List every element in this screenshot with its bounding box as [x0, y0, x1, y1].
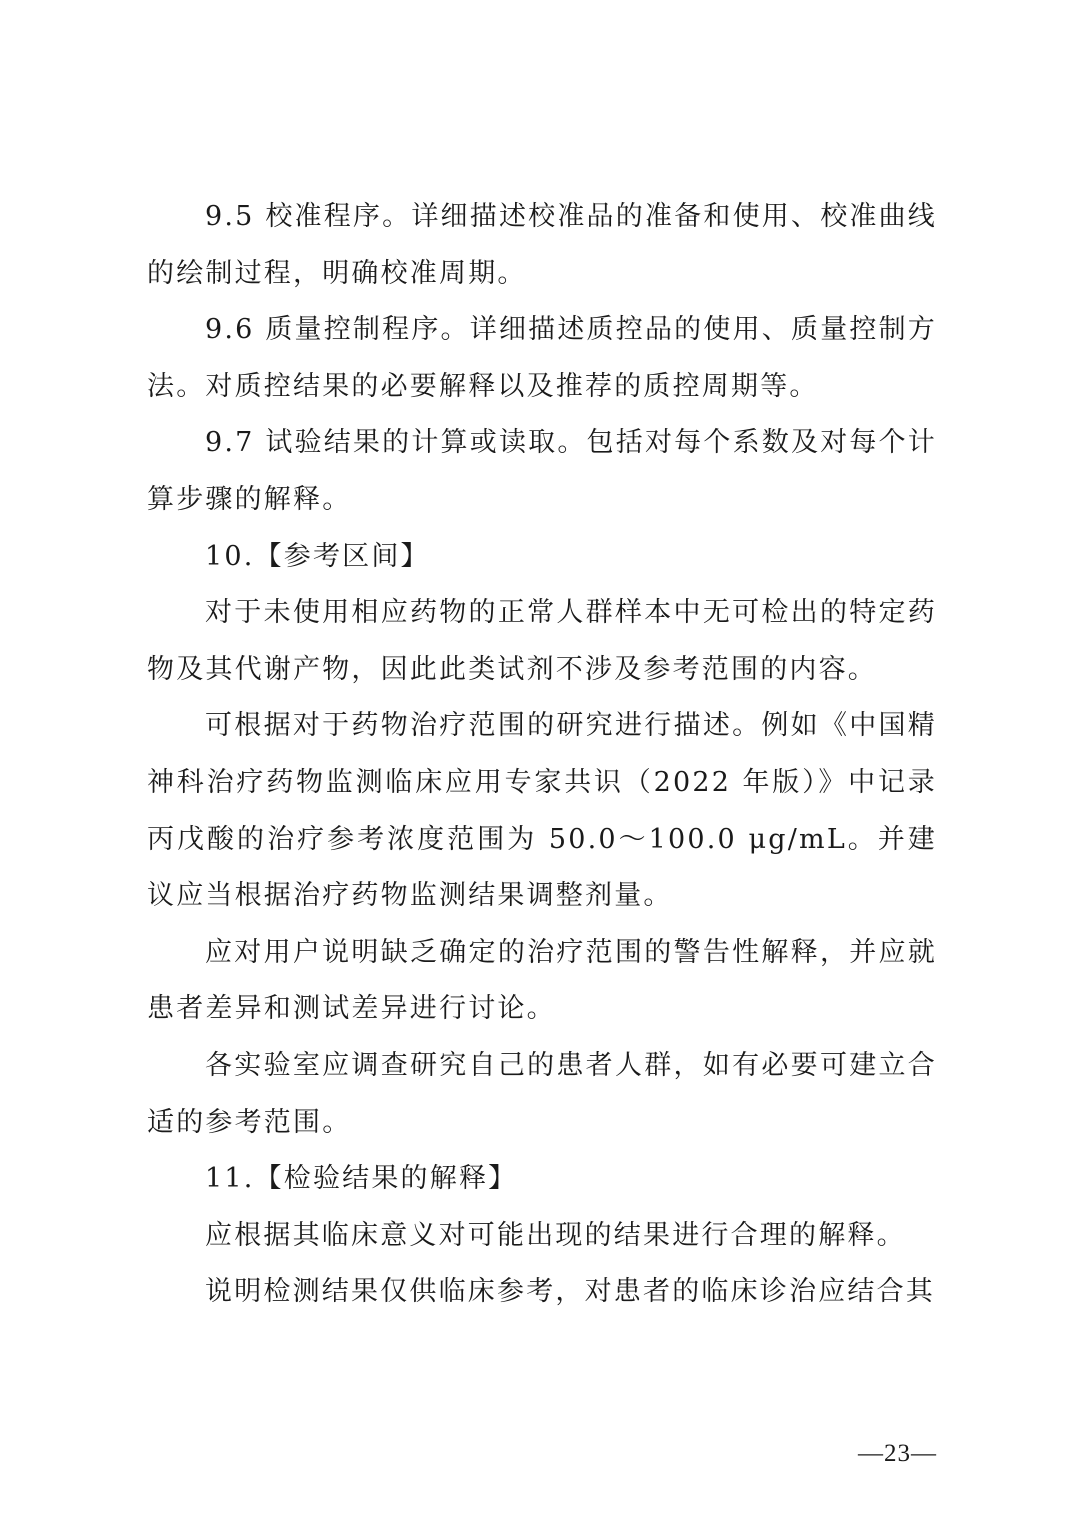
paragraph-lab-population: 各实验室应调查研究自己的患者人群，如有必要可建立合适的参考范围。	[147, 1049, 937, 1138]
paragraph-interpretation: 应根据其临床意义对可能出现的结果进行合理的解释。	[205, 1219, 906, 1251]
paragraph-therapeutic-range: 可根据对于药物治疗范围的研究进行描述。例如《中国精神科治疗药物监测临床应用专家共识（2022 年版）》中记录丙戊酸的治疗参考浓度范围为 50.0～100.0 μg/mL。并建议应当根据治疗药物监测结果调整剂量。	[147, 710, 937, 912]
paragraph-9-6: 9.6 质量控制程序。详细描述质控品的使用、质量控制方法。对质控结果的必要解释以及推荐的质控周期等。	[147, 314, 937, 402]
paragraph-9-7: 9.7 试验结果的计算或读取。包括对每个系数及对每个计算步骤的解释。	[147, 427, 937, 515]
paragraph-warning-explanation: 应对用户说明缺乏确定的治疗范围的警告性解释，并应就患者差异和测试差异进行讨论。	[147, 936, 937, 1025]
section-heading-reference-interval: 10.【参考区间】	[205, 540, 430, 572]
paragraph-reference-range-note: 对于未使用相应药物的正常人群样本中无可检出的特定药物及其代谢产物，因此此类试剂不涉及参考范围的内容。	[147, 597, 937, 685]
paragraph-9-5: 9.5 校准程序。详细描述校准品的准备和使用、校准曲线的绘制过程，明确校准周期。	[147, 201, 937, 289]
page-number: —23—	[858, 1440, 937, 1467]
section-heading-result-interpretation: 11.【检验结果的解释】	[205, 1163, 518, 1195]
document-body	[147, 189, 937, 1321]
paragraph-clinical-reference: 说明检测结果仅供临床参考，对患者的临床诊治应结合其	[205, 1276, 935, 1308]
